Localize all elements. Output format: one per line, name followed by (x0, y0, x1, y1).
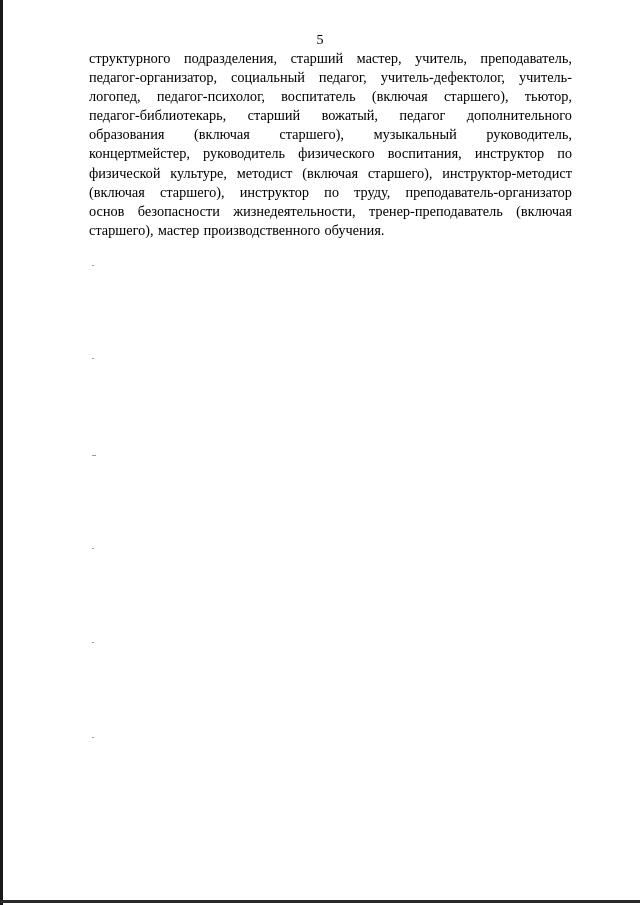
word: методист (236, 165, 293, 182)
scan-speck (92, 455, 96, 456)
scan-speck (92, 548, 94, 549)
word: педагог, (318, 70, 367, 87)
word: старшего), (279, 127, 344, 144)
word: инструктор-методист (442, 165, 572, 182)
text-line (89, 69, 572, 88)
word: преподаватель-организатор (405, 184, 572, 201)
scan-speck (92, 265, 94, 266)
word: инструктор (474, 146, 545, 163)
word: физической (89, 165, 161, 182)
word: музыкальный (373, 127, 457, 144)
word: физического (298, 146, 375, 163)
word: социальный (231, 70, 305, 87)
word: учитель-дефектолог, (380, 70, 505, 87)
word: старшего), (443, 89, 509, 106)
page-number: 5 (316, 33, 324, 48)
word: образования (89, 127, 165, 144)
word: подразделения, (183, 51, 278, 67)
word: тренер-преподаватель (369, 203, 503, 220)
word: воспитания, (387, 146, 462, 163)
word: воспитатель (281, 89, 356, 106)
word: старшего), (159, 184, 225, 201)
word: (включая (193, 127, 250, 144)
text-line (89, 107, 572, 126)
word: обучения. (324, 222, 385, 239)
word: старшего), (89, 222, 154, 239)
word: старший (290, 51, 344, 67)
word: педагог-организатор, (89, 70, 218, 87)
word: преподаватель, (480, 51, 572, 67)
word: (включая (89, 184, 145, 201)
word: старшего), (367, 165, 433, 182)
text-line (89, 50, 572, 69)
body-paragraph (89, 50, 572, 241)
text-line (89, 203, 572, 222)
scan-speck (92, 737, 94, 738)
word: педагог-библиотекарь, (89, 108, 227, 125)
scan-speck (92, 358, 94, 359)
word: учитель, (415, 51, 467, 67)
word: руководитель, (486, 127, 572, 144)
word: педагог-психолог, (156, 89, 265, 106)
text-line (89, 165, 572, 184)
word: учитель- (518, 70, 572, 87)
text-line (89, 145, 572, 164)
word: старший (247, 108, 301, 125)
word: по (557, 146, 572, 163)
word: педагог (399, 108, 446, 125)
word: мастер (157, 222, 200, 239)
word: (включая (516, 203, 572, 220)
scan-bottom-edge (0, 900, 640, 903)
text-line (89, 184, 572, 203)
text-line (89, 88, 572, 107)
word: труду, (354, 184, 391, 201)
word: структурного (89, 51, 171, 67)
scan-left-edge (0, 0, 3, 905)
text-line (89, 126, 572, 145)
word: безопасности (137, 203, 220, 220)
word: (включая (302, 165, 359, 182)
word: инструктор (239, 184, 310, 201)
word: тьютор, (524, 89, 572, 106)
word: культуре, (170, 165, 227, 182)
text-line (89, 222, 572, 241)
word: вожатый, (321, 108, 378, 125)
word: логопед, (89, 89, 141, 106)
scan-speck (92, 642, 94, 643)
word: по (324, 184, 339, 201)
word: концертмейстер, (89, 146, 190, 163)
word: основ (89, 203, 125, 220)
word: дополнительного (466, 108, 572, 125)
word: (включая (371, 89, 428, 106)
word: мастер, (356, 51, 402, 67)
word: руководитель (203, 146, 286, 163)
word: жизнедеятельности, (233, 203, 356, 220)
word: производственного (203, 222, 321, 239)
